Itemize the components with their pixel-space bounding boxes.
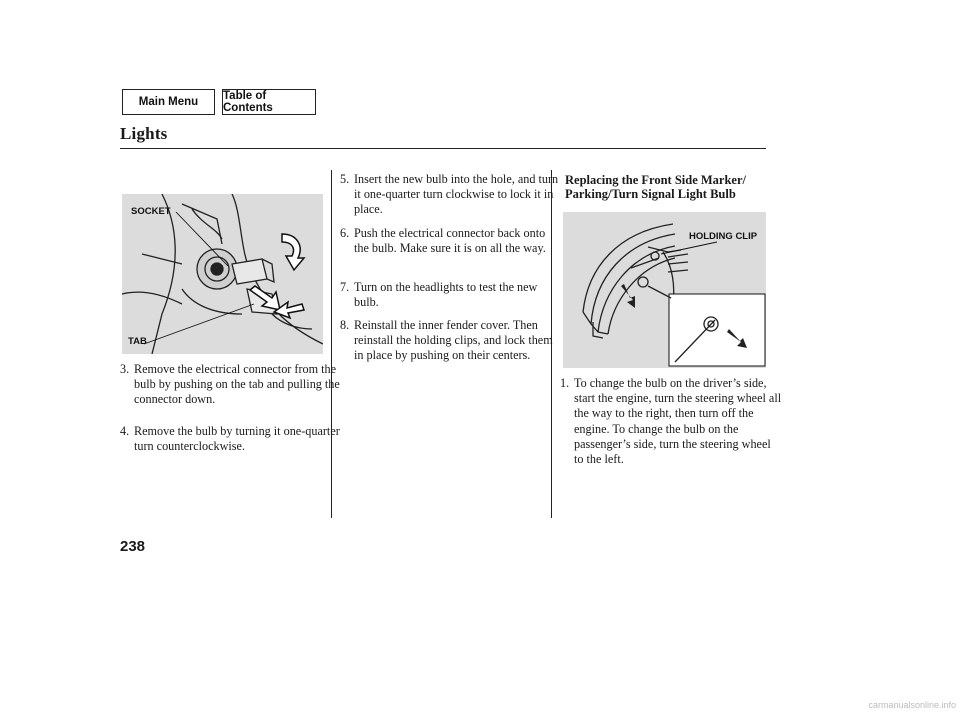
step-number: 8. (340, 318, 350, 332)
step-text: Remove the bulb by turning it one-quarter turn counterclockwise. (134, 424, 340, 454)
step-number: 6. (340, 226, 350, 240)
step-number: 5. (340, 172, 350, 186)
step-text: Insert the new bulb into the hole, and turn it one-quarter turn clockwise to lock it in place. (354, 172, 559, 217)
step-text: Turn on the headlights to test the new bulb. (354, 280, 538, 310)
step-8 (340, 318, 560, 364)
step-number: 3. (120, 362, 130, 376)
step-number: 1. (560, 376, 570, 390)
step-text: To change the bulb on the driver’s side, start the engine, turn the steering wheel all the way to the right, then turn off the engine. To change the bulb on the passenger’s side, turn the steering wheel to the left. (574, 376, 782, 467)
table-of-contents-button[interactable]: Table of Contents (222, 89, 316, 115)
socket-illustration (122, 194, 323, 354)
title-divider (120, 148, 766, 149)
step-7 (340, 280, 560, 310)
holding-clip-label: HOLDING CLIP (689, 231, 758, 242)
subheading-line-1: Replacing the Front Side Marker/ (565, 173, 746, 187)
socket-label: SOCKET (131, 206, 171, 217)
section-title: Lights (120, 124, 168, 143)
step-6 (340, 226, 560, 256)
step-5 (340, 172, 560, 218)
column-divider-left (331, 170, 332, 518)
step-number: 4. (120, 424, 130, 438)
page-number: 238 (120, 538, 146, 555)
step-4 (120, 424, 340, 454)
subheading (565, 173, 775, 201)
step-3 (120, 362, 340, 408)
holding-clip-illustration (563, 212, 766, 368)
step-text: Remove the electrical connector from the bulb by pushing on the tab and pulling the connector down. (134, 362, 340, 407)
tab-label: TAB (128, 336, 147, 347)
step-text: Push the electrical connector back onto the bulb. Make sure it is on all the way. (354, 226, 546, 256)
subheading-line-2: Parking/Turn Signal Light Bulb (565, 187, 736, 201)
main-menu-button[interactable]: Main Menu (122, 89, 215, 115)
watermark: carmanualsonline.info (868, 700, 956, 710)
step-number: 7. (340, 280, 350, 294)
step-1 (560, 376, 782, 467)
socket-drawing (122, 194, 323, 354)
step-text: Reinstall the inner fender cover. Then reinstall the holding clips, and lock them in place by pushing on their centers. (354, 318, 553, 363)
